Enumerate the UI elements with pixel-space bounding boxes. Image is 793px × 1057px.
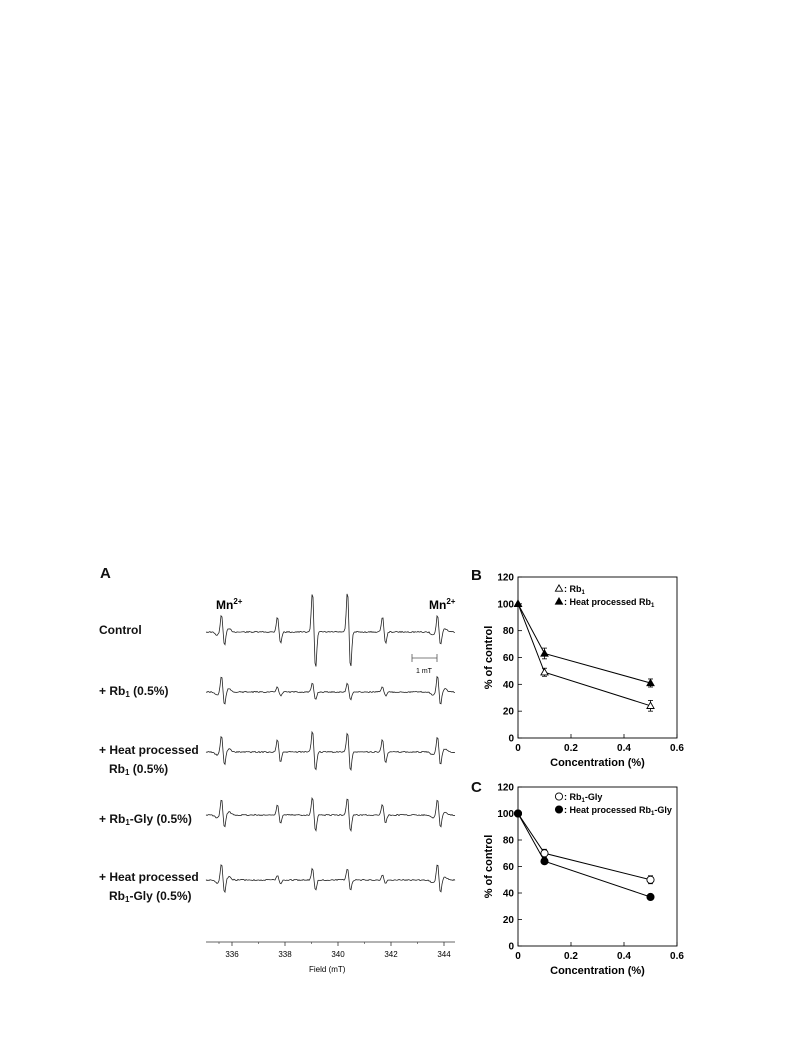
- legend-label: : $Rb_1$: [564, 584, 585, 596]
- legend-entry-0: [555, 792, 602, 804]
- data-point: [555, 793, 562, 800]
- esr-row-label-control: Control: [99, 623, 142, 637]
- data-point: [541, 669, 548, 675]
- esr-trace-4: [206, 865, 455, 892]
- data-point: [647, 893, 654, 900]
- series-line: [518, 814, 651, 897]
- y-tick-label: 120: [497, 782, 514, 794]
- chart-b: [470, 570, 700, 770]
- series-0: [514, 810, 654, 884]
- data-point: [555, 598, 562, 604]
- data-point: [555, 806, 562, 813]
- data-point: [514, 600, 521, 606]
- panel-letter-c: C: [471, 779, 482, 796]
- esr-tick-label: 342: [384, 950, 398, 959]
- legend-label: : Heat processed $Rb_1$-Gly: [564, 805, 672, 817]
- x-tick-label: 0.6: [670, 951, 684, 962]
- x-tick-label: 0.4: [617, 743, 631, 754]
- esr-tick-label: 344: [437, 950, 451, 959]
- esr-row-label-rb1: + $Rb_1$ (0.5%): [99, 684, 169, 699]
- y-tick-label: 40: [502, 888, 514, 900]
- x-tick-label: 0.2: [564, 743, 578, 754]
- esr-trace-1: [206, 677, 455, 704]
- esr-tick-label: 338: [278, 950, 292, 959]
- esr-xlabel: Field (mT): [309, 965, 346, 974]
- esr-row-label-rb1-gly: + $Rb_1$-Gly (0.5%): [99, 812, 192, 827]
- y-axis-label: % of control: [483, 625, 495, 690]
- y-tick-label: 120: [497, 572, 514, 584]
- data-point: [647, 876, 654, 883]
- legend-label: : Heat processed $Rb_1$: [564, 597, 655, 609]
- series-line: [518, 814, 651, 880]
- legend-label: : $Rb_1$-Gly: [564, 792, 603, 804]
- x-axis-label: Concentration (%): [550, 757, 645, 769]
- series-1: [514, 600, 654, 687]
- legend-entry-1: [555, 597, 655, 609]
- mn-label-left: $Mn^{2+}$: [216, 597, 243, 612]
- scale-bar: [412, 654, 437, 675]
- data-point: [541, 650, 548, 656]
- y-tick-label: 100: [497, 809, 514, 820]
- esr-traces: [206, 594, 455, 892]
- esr-row-label-heat-rb1-gly: + Heat processed $Rb_1$-Gly (0.5%): [99, 870, 199, 904]
- y-tick-label: 0: [508, 941, 514, 953]
- legend-entry-1: [555, 805, 671, 817]
- esr-tick-label: 336: [225, 950, 239, 959]
- panel-letter-b: B: [471, 567, 482, 584]
- y-tick-label: 0: [508, 733, 514, 745]
- x-tick-label: 0.4: [617, 951, 631, 962]
- esr-field-axis: [206, 942, 455, 959]
- legend-entry-0: [555, 584, 585, 596]
- x-tick-label: 0.6: [670, 743, 684, 754]
- esr-trace-0: [206, 594, 455, 667]
- y-tick-label: 60: [502, 862, 514, 873]
- y-tick-label: 60: [502, 653, 514, 664]
- series-1: [514, 810, 654, 901]
- esr-trace-2: [206, 732, 455, 770]
- x-tick-label: 0.2: [564, 951, 578, 962]
- data-point: [514, 810, 521, 817]
- x-axis-label: Concentration (%): [550, 965, 645, 977]
- y-tick-label: 80: [502, 835, 514, 847]
- y-tick-label: 20: [502, 915, 514, 926]
- data-point: [541, 858, 548, 865]
- x-tick-label: 0: [515, 743, 521, 754]
- esr-row-label-heat-rb1: + Heat processed $Rb_1$ (0.5%): [99, 743, 199, 777]
- series-0: [514, 600, 654, 711]
- y-tick-label: 40: [502, 679, 514, 691]
- y-tick-label: 100: [497, 599, 514, 611]
- series-line: [518, 604, 651, 706]
- esr-tick-label: 340: [331, 950, 345, 959]
- chart-c: [470, 782, 700, 992]
- panel-letter-a: A: [100, 565, 111, 582]
- series-line: [518, 604, 651, 683]
- esr-trace-3: [206, 798, 455, 831]
- mn-label-right: $Mn^{2+}$: [429, 597, 456, 612]
- data-point: [555, 585, 562, 591]
- x-tick-label: 0: [515, 951, 521, 962]
- y-tick-label: 20: [502, 706, 514, 718]
- y-tick-label: 80: [502, 626, 514, 638]
- scale-bar-label: 1 mT: [416, 668, 432, 675]
- y-axis-label: % of control: [483, 834, 495, 899]
